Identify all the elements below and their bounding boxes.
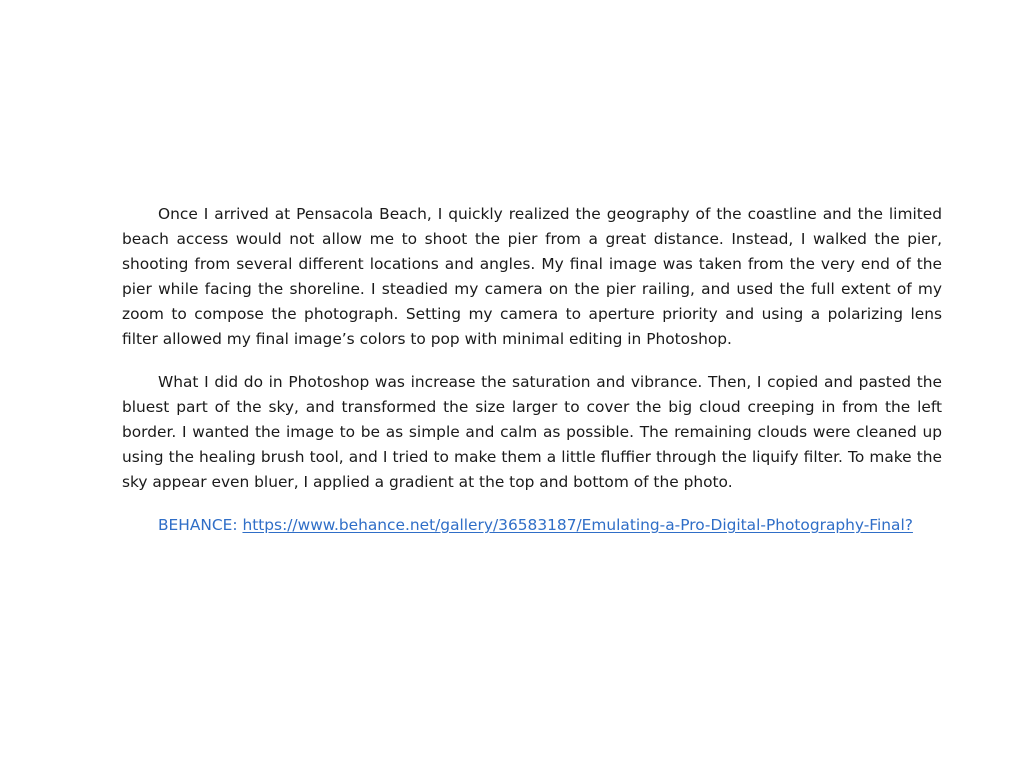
body-text xyxy=(122,202,942,538)
behance-label: BEHANCE: xyxy=(158,516,243,534)
paragraph-2: What I did do in Photoshop was increase the saturation and vibrance. Then, I copied and pasted the bluest part of the sky, and transformed the size larger to cover the big cloud creeping in from the left border. I wanted the image to be as simple and calm as possible. The remaining clouds were cleaned up using the healing brush tool, and I tried to make them a little fluffier through the liquify filter. To make the sky appear even bluer, I applied a gradient at the top and bottom of the photo. xyxy=(122,373,942,491)
paragraph-1: Once I arrived at Pensacola Beach, I quickly realized the geography of the coastline and the limited beach access would not allow me to shoot the pier from a great distance. Instead, I walked the pier, shooting from several different locations and angles. My final image was taken from the very end of the pier while facing the shoreline. I steadied my camera on the pier railing, and used the full extent of my zoom to compose the photograph. Setting my camera to aperture priority and using a polarizing lens filter allowed my final image’s colors to pop with minimal editing in Photoshop. xyxy=(122,205,942,348)
behance-link-line xyxy=(122,513,942,538)
behance-link[interactable]: https://www.behance.net/gallery/36583187/Emulating-a-Pro-Digital-Photography-Final? xyxy=(242,516,913,534)
